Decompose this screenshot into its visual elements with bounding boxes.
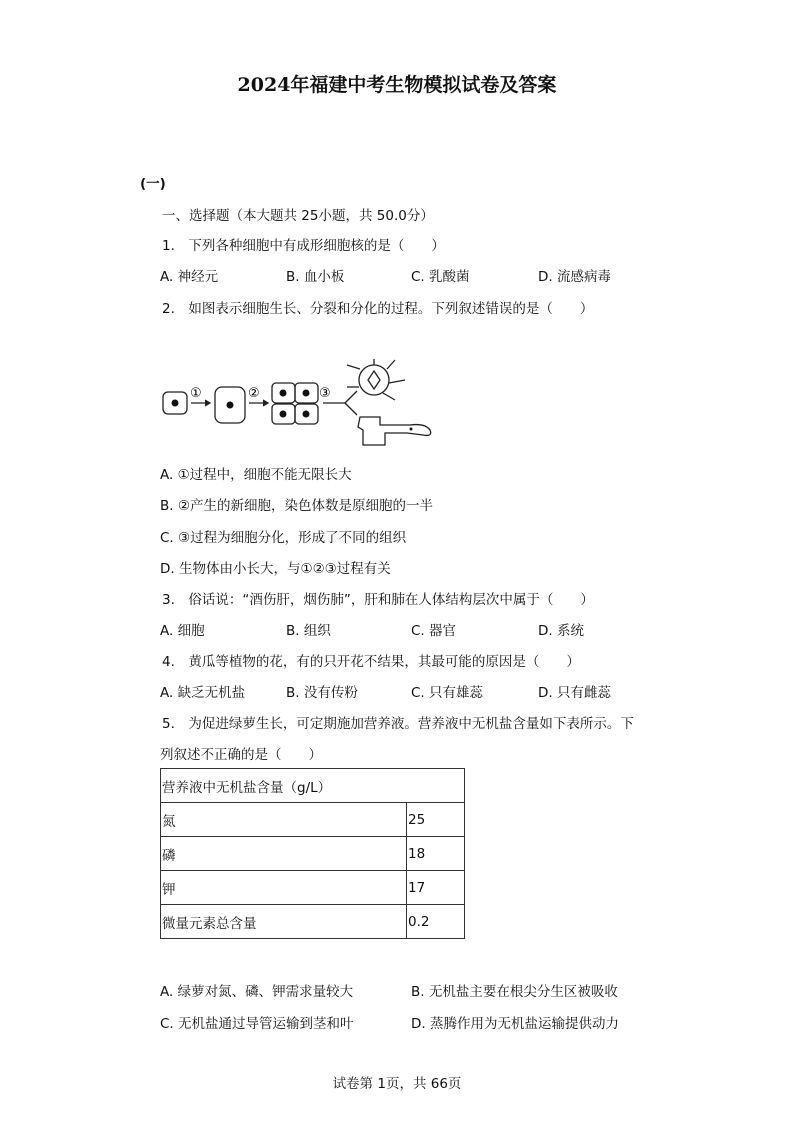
table-row [161, 803, 465, 837]
q4-option-d: D. 只有雌蕊 [538, 685, 611, 701]
cell-name: 钾 [161, 871, 407, 905]
table-header: 营养液中无机盐含量（g/L） [161, 769, 465, 803]
q4-option-a: A. 缺乏无机盐 [160, 685, 246, 701]
cell-value: 0.2 [407, 905, 465, 939]
q1-option-b: B. 血小板 [286, 269, 345, 285]
q5-option-a: A. 绿萝对氮、磷、钾需求量较大 [160, 984, 354, 1000]
question-5-stem-cont: 列叙述不正确的是（ ） [160, 747, 322, 763]
cell-process-diagram [155, 355, 445, 450]
q1-option-a: A. 神经元 [160, 269, 219, 285]
q3-option-b: B. 组织 [286, 623, 331, 639]
cell-value: 17 [407, 871, 465, 905]
q3-option-c: C. 器官 [411, 623, 457, 639]
q1-option-d: D. 流感病毒 [538, 269, 611, 285]
q3-option-a: A. 细胞 [160, 623, 205, 639]
q5-option-b: B. 无机盐主要在根尖分生区被吸收 [411, 984, 618, 1000]
q2-option-d: D. 生物体由小长大，与①②③过程有关 [160, 561, 391, 577]
cell-name: 磷 [161, 837, 407, 871]
q2-option-b: B. ②产生的新细胞，染色体数是原细胞的一半 [160, 498, 433, 514]
question-1-stem: 1. 下列各种细胞中有成形细胞核的是（ ） [162, 238, 445, 254]
question-4-stem: 4. 黄瓜等植物的花，有的只开花不结果，其最可能的原因是（ ） [162, 654, 580, 670]
table-row [161, 905, 465, 939]
cell-value: 18 [407, 837, 465, 871]
table-row [161, 871, 465, 905]
q2-option-a: A. ①过程中，细胞不能无限长大 [160, 467, 352, 483]
q1-option-c: C. 乳酸菌 [411, 269, 470, 285]
cell-value: 25 [407, 803, 465, 837]
page-footer: 试卷第 1页，共 66页 [332, 1076, 462, 1092]
cell-name: 氮 [161, 803, 407, 837]
nutrient-table [160, 768, 465, 939]
diagram-label-3: ③ [319, 386, 331, 401]
q2-option-c: C. ③过程为细胞分化，形成了不同的组织 [160, 530, 407, 546]
q5-option-d: D. 蒸腾作用为无机盐运输提供动力 [411, 1016, 619, 1032]
table-row [161, 837, 465, 871]
question-3-stem: 3. 俗话说：“酒伤肝，烟伤肺”，肝和肺在人体结构层次中属于（ ） [162, 592, 594, 608]
cell-name: 微量元素总含量 [161, 905, 407, 939]
question-2-stem: 2. 如图表示细胞生长、分裂和分化的过程。下列叙述错误的是（ ） [162, 301, 594, 317]
q3-option-d: D. 系统 [538, 623, 584, 639]
q4-option-c: C. 只有雄蕊 [411, 685, 484, 701]
document-title: 2024年福建中考生物模拟试卷及答案 [237, 74, 557, 96]
part-label: (一) [140, 176, 166, 192]
question-5-stem: 5. 为促进绿萝生长，可定期施加营养液。营养液中无机盐含量如下表所示。下 [162, 716, 634, 732]
diagram-label-1: ① [190, 386, 202, 401]
q5-option-c: C. 无机盐通过导管运输到茎和叶 [160, 1016, 354, 1032]
q4-option-b: B. 没有传粉 [286, 685, 358, 701]
diagram-label-2: ② [248, 386, 260, 401]
section-heading: 一、选择题（本大题共 25小题，共 50.0分） [162, 208, 434, 224]
